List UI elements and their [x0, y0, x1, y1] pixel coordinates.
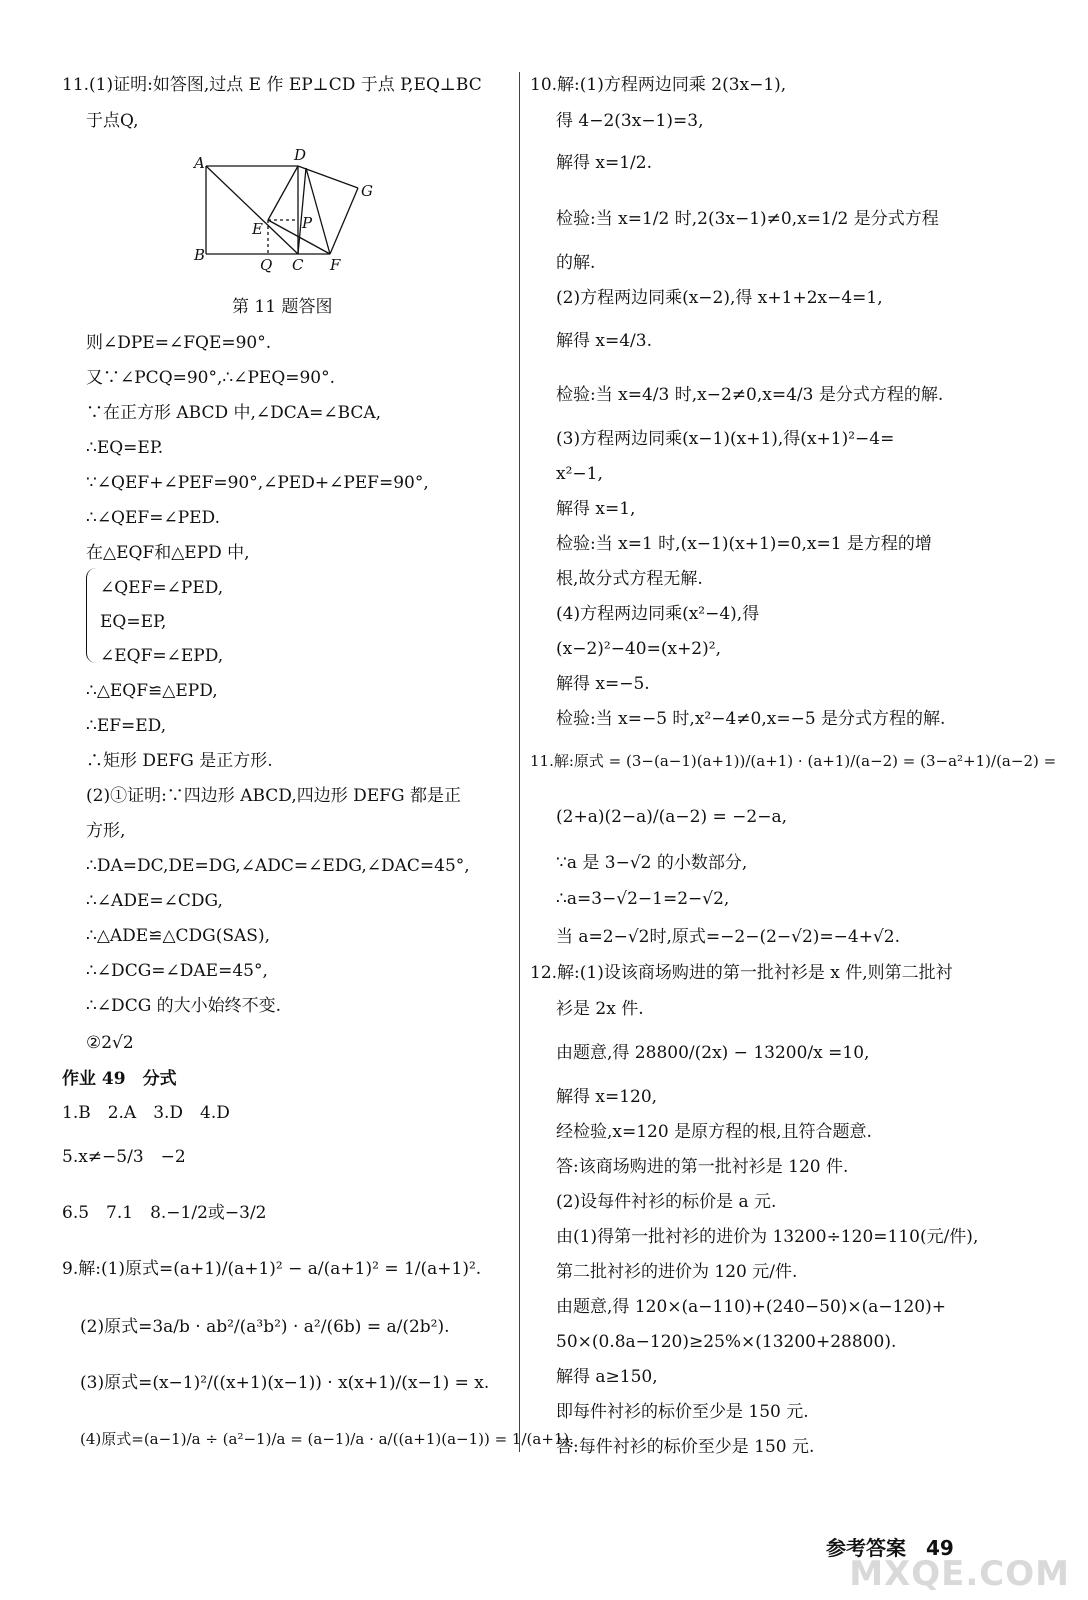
proof-line: ∴EQ=EP.: [86, 438, 164, 458]
q10-line: (4)方程两边同乘(x²−4),得: [556, 604, 760, 624]
proof-line: ∵∠QEF+∠PEF=90°,∠PED+∠PEF=90°,: [86, 473, 429, 493]
q10-line: 检验:当 x=1 时,(x−1)(x+1)=0,x=1 是方程的增: [556, 534, 932, 554]
q12-line: 由(1)得第一批衬衫的进价为 13200÷120=110(元/件),: [556, 1227, 979, 1247]
proof-line: 在△EQF和△EPD 中,: [86, 543, 250, 563]
label-e: E: [252, 220, 263, 238]
q12-line: 即每件衬衫的标价至少是 150 元.: [556, 1402, 809, 1422]
answer-line: 5.x≠−5/3 −2: [62, 1147, 186, 1167]
q10-line: 解得 x=4/3.: [556, 331, 652, 351]
q11-line: 于点Q,: [86, 111, 139, 131]
answer-line: 9.解:(1)原式=(a+1)/(a+1)² − a/(a+1)² = 1/(a+1)².: [62, 1259, 482, 1279]
geometry-figure: [188, 146, 378, 274]
proof-line: ∵在正方形 ABCD 中,∠DCA=∠BCA,: [86, 403, 382, 423]
q11-line: 11.(1)证明:如答图,过点 E 作 EP⊥CD 于点 P,EQ⊥BC: [62, 75, 482, 95]
proof-line: 则∠DPE=∠FQE=90°.: [86, 333, 272, 353]
proof-line: ∴∠QEF=∠PED.: [86, 508, 220, 528]
q12-line: 12.解:(1)设该商场购进的第一批衬衫是 x 件,则第二批衬: [530, 963, 953, 983]
segment-de: [268, 166, 298, 220]
q10-line: 解得 x=1/2.: [556, 153, 652, 173]
q10-line: x²−1,: [556, 464, 603, 484]
proof-line: ∠EQF=∠EPD,: [100, 646, 224, 666]
system-brace: [86, 568, 97, 663]
proof-line: 又∵∠PCQ=90°,∴∠PEQ=90°.: [86, 368, 336, 388]
answer-line: (4)原式=(a−1)/a ÷ (a²−1)/a = (a−1)/a · a/((a+1)(a−1)) = 1/(a+1).: [80, 1430, 575, 1448]
q10-line: (2)方程两边同乘(x−2),得 x+1+2x−4=1,: [556, 288, 883, 308]
proof-line: ∴△EQF≌△EPD,: [86, 681, 218, 701]
proof-line: ∠QEF=∠PED,: [100, 578, 224, 598]
segment-dg-diag: [306, 168, 330, 254]
q10-line: (x−2)²−40=(x+2)²,: [556, 639, 721, 659]
q10-line: 解得 x=−5.: [556, 674, 650, 694]
section-heading: 作业 49 分式: [62, 1069, 177, 1089]
q10-line: 检验:当 x=4/3 时,x−2≠0,x=4/3 是分式方程的解.: [556, 385, 944, 405]
label-a: A: [194, 154, 205, 172]
q12-line: (2)设每件衬衫的标价是 a 元.: [556, 1192, 777, 1212]
answer-line: (2)原式=3a/b · ab²/(a³b²) · a²/(6b) = a/(2b²).: [80, 1317, 450, 1337]
q11-solution-line: ∴a=3−√2−1=2−√2,: [556, 889, 730, 909]
label-q: Q: [260, 256, 273, 274]
q12-line: 解得 a≥150,: [556, 1367, 658, 1387]
answer-line: 6.5 7.1 8.−1/2或−3/2: [62, 1203, 267, 1223]
q10-line: 解得 x=1,: [556, 499, 636, 519]
segment-gf: [330, 188, 358, 254]
proof-line: ∴∠DCG 的大小始终不变.: [86, 996, 282, 1016]
label-f: F: [330, 256, 341, 274]
answer-line: (3)原式=(x−1)²/((x+1)(x−1)) · x(x+1)/(x−1) = x.: [80, 1373, 490, 1393]
q10-line: 10.解:(1)方程两边同乘 2(3x−1),: [530, 75, 787, 95]
label-d: D: [294, 146, 307, 164]
segment-dc-diag: [298, 168, 306, 254]
q12-line: 第二批衬衫的进价为 120 元/件.: [556, 1262, 798, 1282]
proof-line: 方形,: [86, 821, 126, 841]
proof-line: ∴EF=ED,: [86, 716, 167, 736]
q10-line: 检验:当 x=1/2 时,2(3x−1)≠0,x=1/2 是分式方程: [556, 209, 939, 229]
proof-line: ∴DA=DC,DE=DG,∠ADC=∠EDG,∠DAC=45°,: [86, 856, 470, 876]
q12-line: 解得 x=120,: [556, 1087, 658, 1107]
q10-line: 根,故分式方程无解.: [556, 569, 703, 589]
segment-ac: [206, 166, 298, 254]
proof-line: ∴矩形 DEFG 是正方形.: [86, 751, 273, 771]
q11-solution-line: (2+a)(2−a)/(a−2) = −2−a,: [556, 807, 788, 827]
q10-line: 得 4−2(3x−1)=3,: [556, 111, 704, 131]
q12-line: 50×(0.8a−120)≥25%×(13200+28800).: [556, 1332, 897, 1352]
column-divider: [519, 72, 520, 1452]
q11-solution-line: 11.解:原式 = (3−(a−1)(a+1))/(a+1) · (a+1)/(a−2) = (3−a²+1)/(a−2) =: [530, 752, 1057, 770]
watermark: MXQE.COM: [849, 1554, 1070, 1594]
q10-line: 的解.: [556, 253, 596, 273]
proof-line: ∴∠DCG=∠DAE=45°,: [86, 961, 268, 981]
q12-line: 衫是 2x 件.: [556, 999, 644, 1019]
q12-line: 答:每件衬衫的标价至少是 150 元.: [556, 1437, 815, 1457]
label-b: B: [194, 246, 206, 264]
answer-line: 1.B 2.A 3.D 4.D: [62, 1103, 230, 1123]
figure-caption: 第 11 题答图: [232, 297, 333, 317]
proof-line: (2)①证明:∵四边形 ABCD,四边形 DEFG 都是正: [86, 786, 461, 806]
q12-line: 由题意,得 120×(a−110)+(240−50)×(a−120)+: [556, 1297, 947, 1317]
q11-solution-line: ∵a 是 3−√2 的小数部分,: [556, 853, 748, 873]
q11-solution-line: 当 a=2−√2时,原式=−2−(2−√2)=−4+√2.: [556, 927, 901, 947]
page-footer: 参考答案 49: [826, 1536, 954, 1560]
proof-line: EQ=EP,: [100, 612, 167, 632]
q10-line: (3)方程两边同乘(x−1)(x+1),得(x+1)²−4=: [556, 429, 895, 449]
label-p: P: [302, 214, 313, 232]
proof-line: ∴△ADE≌△CDG(SAS),: [86, 926, 270, 946]
q12-line: 答:该商场购进的第一批衬衫是 120 件.: [556, 1157, 849, 1177]
proof-line: ②2√2: [86, 1033, 134, 1053]
label-c: C: [292, 256, 304, 274]
label-g: G: [361, 182, 373, 200]
q12-line: 由题意,得 28800/(2x) − 13200/x =10,: [556, 1043, 870, 1063]
q12-line: 经检验,x=120 是原方程的根,且符合题意.: [556, 1122, 872, 1142]
q10-line: 检验:当 x=−5 时,x²−4≠0,x=−5 是分式方程的解.: [556, 709, 946, 729]
proof-line: ∴∠ADE=∠CDG,: [86, 891, 223, 911]
